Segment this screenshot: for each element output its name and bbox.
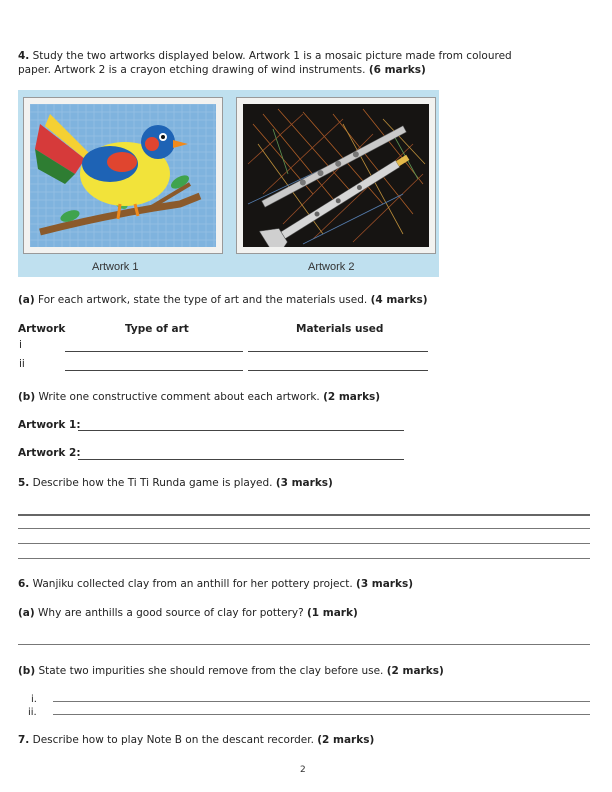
q6b-item-i-label: i. [31,694,37,705]
artwork2-frame [236,97,436,254]
table-header-artwork: Artwork [18,323,66,335]
q6-number: 6. [18,578,30,590]
q4-marks: (6 marks) [368,64,426,76]
q6b-item-i-line[interactable] [53,701,590,702]
q6b-label: (b) [18,665,36,677]
artworks-figure [18,90,439,277]
q6a-answer-line[interactable] [18,644,590,645]
q6-marks: (3 marks) [356,578,414,590]
q7-marks: (2 marks) [317,734,375,746]
q4-text-line2: paper. Artwork 2 is a crayon etching drawing of wind instruments. [18,64,366,76]
q6a-marks: (1 mark) [307,607,358,619]
q7-text: Describe how to play Note B on the descant recorder. [32,734,314,746]
q4b-text: Write one constructive comment about each artwork. [38,391,320,403]
q4-text-line1: Study the two artworks displayed below. Artwork 1 is a mosaic picture made from coloured [32,50,512,62]
answer-line-ii-materials[interactable] [248,370,428,371]
q5-text: Describe how the Ti Ti Runda game is played. [32,477,273,489]
artwork1-comment-line[interactable] [78,430,404,431]
q4a-marks: (4 marks) [370,294,428,306]
q6b-stem [18,664,444,678]
table-row-label-ii: ii [19,358,25,370]
q6b-item-ii-label: ii. [28,707,37,718]
q7-stem [18,733,374,747]
answer-line-ii-type[interactable] [65,370,243,371]
q6a-text: Why are anthills a good source of clay for pottery? [38,607,304,619]
artwork2-caption: Artwork 2 [308,261,355,273]
q6-text: Wanjiku collected clay from an anthill for her pottery project. [32,578,353,590]
q6-stem [18,577,413,591]
table-row-label-i: i [19,339,22,351]
q6b-item-ii-line[interactable] [53,714,590,715]
q4b-marks: (2 marks) [323,391,381,403]
q4-stem [18,49,598,77]
q4a-text: For each artwork, state the type of art and the materials used. [38,294,368,306]
q6a-stem [18,606,358,620]
artwork2-crayon-etching-image [243,104,429,247]
artwork2-comment-label: Artwork 2: [18,447,81,459]
q7-number: 7. [18,734,30,746]
q5-marks: (3 marks) [275,477,333,489]
table-header-materials: Materials used [296,323,384,335]
q6a-label: (a) [18,607,35,619]
artwork1-comment-label: Artwork 1: [18,419,81,431]
q4b-label: (b) [18,391,36,403]
q6b-marks: (2 marks) [386,665,444,677]
q5-number: 5. [18,477,30,489]
q5-stem [18,476,333,490]
q5-answer-line-3[interactable] [18,543,590,544]
artwork1-caption: Artwork 1 [92,261,139,273]
q6b-text: State two impurities she should remove from the clay before use. [38,665,384,677]
q4-number: 4. [18,50,30,62]
q5-answer-line-4[interactable] [18,558,590,559]
page-number: 2 [300,765,306,775]
q4a-label: (a) [18,294,35,306]
artwork1-frame [23,97,223,254]
table-header-type: Type of art [125,323,189,335]
artwork2-comment-line[interactable] [78,459,404,460]
q5-answer-line-2[interactable] [18,528,590,529]
q5-answer-line-1[interactable] [18,514,590,516]
q4b-stem [18,390,380,404]
answer-line-i-materials[interactable] [248,351,428,352]
artwork1-mosaic-bird-image [30,104,216,247]
answer-line-i-type[interactable] [65,351,243,352]
q4a-stem [18,293,428,307]
